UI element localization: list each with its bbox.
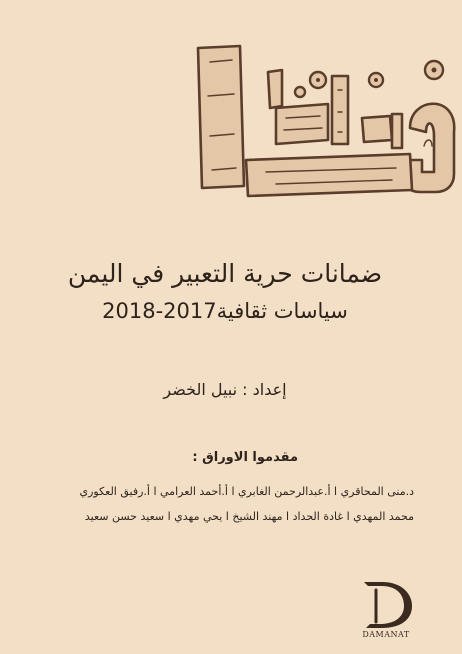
contributors-heading: مقدموا الاوراق : bbox=[192, 450, 298, 465]
author-line: إعداد : نبيل الخضر bbox=[163, 380, 287, 399]
contributors-line-2: محمد المهدي ا غادة الحداد ا مهند الشيخ ا يحي مهدي ا سعيد حسن سعيد bbox=[84, 510, 414, 523]
contributors-line-1: د.منى المحاقري ا أ.عبدالرحمن الغابري ا أ.أحمد العرامي ا أ.رفيق العكوري bbox=[79, 485, 414, 498]
damanat-d-logo-icon bbox=[358, 578, 414, 630]
book-subtitle: سياسات ثقافية2017-2018 bbox=[102, 299, 348, 323]
wooden-calligraphy-logo-icon bbox=[196, 36, 458, 206]
publisher-name: DAMANAT bbox=[362, 630, 410, 639]
book-title: ضمانات حرية التعبير في اليمن bbox=[67, 259, 383, 288]
